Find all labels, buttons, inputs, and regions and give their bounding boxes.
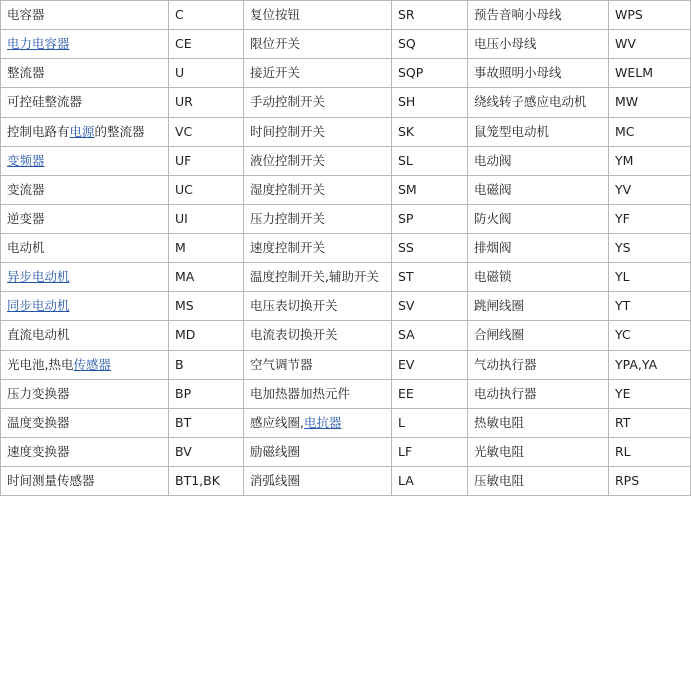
cell-name-b	[244, 204, 392, 233]
cell-name-b	[244, 292, 392, 321]
cell-name-b	[244, 146, 392, 175]
cell-name-c	[468, 321, 609, 350]
cell-text: UC	[175, 181, 193, 197]
cell-name-b	[244, 1, 392, 30]
table-row	[1, 234, 691, 263]
cell-inline-link[interactable]: 传感器	[73, 356, 111, 372]
table-row	[1, 1, 691, 30]
cell-name-c	[468, 117, 609, 146]
table-row	[1, 175, 691, 204]
cell-code-c	[609, 88, 691, 117]
cell-link[interactable]: 电力电容器	[7, 36, 70, 52]
cell-text: 整流器	[7, 65, 45, 81]
cell-code-c	[609, 1, 691, 30]
cell-text: CE	[175, 36, 192, 52]
cell-link[interactable]: 同步电动机	[7, 298, 70, 314]
cell-name-c	[468, 437, 609, 466]
cell-text: UI	[175, 210, 188, 226]
cell-text: 光敏电阻	[474, 443, 525, 459]
cell-name-a	[1, 467, 169, 496]
cell-text: U	[175, 65, 185, 81]
cell-text: YS	[615, 240, 631, 255]
cell-code-a	[169, 263, 244, 292]
cell-text: 防火阀	[474, 210, 512, 226]
cell-text: 事故照明小母线	[474, 65, 562, 81]
cell-name-c	[468, 30, 609, 59]
cell-name-a	[1, 234, 169, 263]
cell-text: 空气调节器	[250, 356, 313, 372]
cell-text: RL	[615, 443, 631, 459]
cell-name-b	[244, 379, 392, 408]
cell-name-c	[468, 175, 609, 204]
cell-code-a	[169, 30, 244, 59]
cell-text: LA	[398, 473, 414, 488]
cell-text: 排烟阀	[474, 240, 512, 255]
cell-text: MS	[175, 298, 194, 314]
cell-code-b	[392, 263, 468, 292]
cell-text: YV	[615, 181, 632, 197]
cell-code-a	[169, 437, 244, 466]
table-row	[1, 437, 691, 466]
cell-name-b	[244, 30, 392, 59]
cell-name-a	[1, 263, 169, 292]
cell-name-b	[244, 117, 392, 146]
cell-name-a	[1, 1, 169, 30]
cell-text: 合闸线圈	[474, 327, 525, 343]
cell-text: 热敏电阻	[474, 414, 525, 430]
cell-name-c	[468, 379, 609, 408]
cell-text: SQP	[398, 65, 424, 81]
table-row	[1, 59, 691, 88]
cell-code-b	[392, 1, 468, 30]
cell-code-b	[392, 59, 468, 88]
cell-code-c	[609, 117, 691, 146]
cell-text: MA	[175, 269, 195, 285]
cell-code-c	[609, 292, 691, 321]
cell-text: 电动阀	[474, 152, 512, 168]
cell-code-b	[392, 175, 468, 204]
cell-code-a	[169, 408, 244, 437]
cell-name-c	[468, 263, 609, 292]
cell-code-c	[609, 321, 691, 350]
cell-code-a	[169, 1, 244, 30]
cell-text: YPA,YA	[615, 356, 658, 372]
cell-text: WV	[615, 36, 636, 52]
cell-code-c	[609, 234, 691, 263]
cell-name-c	[468, 204, 609, 233]
cell-code-a	[169, 379, 244, 408]
cell-code-a	[169, 88, 244, 117]
table-row	[1, 408, 691, 437]
cell-code-a	[169, 146, 244, 175]
cell-text: BV	[175, 443, 192, 459]
cell-text: RT	[615, 414, 631, 430]
cell-text: 压力控制开关	[250, 210, 326, 226]
cell-text: SA	[398, 327, 415, 343]
cell-text: 液位控制开关	[250, 152, 326, 168]
cell-text: UR	[175, 94, 193, 110]
cell-code-a	[169, 204, 244, 233]
cell-text: 复位按钮	[250, 7, 301, 22]
cell-text: SK	[398, 123, 415, 139]
cell-text: YC	[615, 327, 631, 343]
cell-text: 逆变器	[7, 210, 45, 226]
cell-text: 变流器	[7, 181, 45, 197]
cell-code-a	[169, 292, 244, 321]
cell-text: 励磁线圈	[250, 443, 301, 459]
cell-code-b	[392, 437, 468, 466]
cell-text: YE	[615, 385, 631, 401]
cell-text: MC	[615, 123, 635, 139]
cell-code-c	[609, 467, 691, 496]
cell-code-a	[169, 59, 244, 88]
cell-inline-link[interactable]: 电抗器	[303, 414, 342, 430]
cell-name-b	[244, 59, 392, 88]
cell-text: EV	[398, 356, 415, 372]
cell-text: YM	[615, 152, 634, 168]
cell-name-a	[1, 292, 169, 321]
cell-code-c	[609, 59, 691, 88]
cell-name-b	[244, 88, 392, 117]
cell-text: 电动机	[7, 240, 45, 255]
cell-code-b	[392, 350, 468, 379]
cell-name-b	[244, 175, 392, 204]
cell-text: C	[175, 7, 184, 22]
cell-text: 预告音响小母线	[474, 7, 562, 22]
cell-text: 电压表切换开关	[250, 298, 338, 314]
cell-name-c	[468, 234, 609, 263]
cell-name-a	[1, 30, 169, 59]
cell-code-c	[609, 146, 691, 175]
cell-code-b	[392, 146, 468, 175]
cell-text: M	[175, 240, 186, 255]
cell-code-b	[392, 234, 468, 263]
cell-text: 电流表切换开关	[250, 327, 338, 343]
cell-text: 湿度控制开关	[250, 181, 326, 197]
cell-text: MD	[175, 327, 196, 343]
cell-text: YF	[615, 210, 630, 226]
cell-text: 速度控制开关	[250, 240, 326, 255]
cell-text: SQ	[398, 36, 416, 52]
cell-text: 电动执行器	[474, 385, 537, 401]
cell-name-b	[244, 437, 392, 466]
table-row	[1, 467, 691, 496]
cell-text: 可控硅整流器	[7, 94, 83, 110]
cell-text: BT	[175, 414, 192, 430]
cell-code-b	[392, 117, 468, 146]
cell-text: BT1,BK	[175, 473, 220, 488]
cell-text: 直流电动机	[7, 327, 70, 343]
table-row	[1, 350, 691, 379]
cell-text: 电磁阀	[474, 181, 512, 197]
cell-code-c	[609, 408, 691, 437]
cell-text: SV	[398, 298, 415, 314]
cell-code-c	[609, 350, 691, 379]
cell-text: SP	[398, 210, 414, 226]
cell-code-b	[392, 379, 468, 408]
cell-name-c	[468, 467, 609, 496]
table-row	[1, 292, 691, 321]
cell-text: 电容器	[7, 7, 45, 22]
cell-link[interactable]: 变频器	[7, 152, 45, 168]
cell-text: EE	[398, 385, 414, 401]
cell-inline-link[interactable]: 电源	[69, 123, 95, 139]
table-row	[1, 146, 691, 175]
cell-code-a	[169, 350, 244, 379]
cell-text: SR	[398, 7, 415, 22]
cell-text: ST	[398, 269, 414, 285]
cell-name-c	[468, 146, 609, 175]
cell-code-a	[169, 175, 244, 204]
cell-name-c	[468, 408, 609, 437]
cell-text: L	[398, 414, 405, 430]
cell-text: 控制电路有电源的整流器	[7, 123, 145, 139]
cell-text: MW	[615, 94, 639, 110]
cell-code-a	[169, 467, 244, 496]
cell-text: BP	[175, 385, 192, 401]
cell-code-b	[392, 204, 468, 233]
cell-code-c	[609, 204, 691, 233]
cell-text: 压敏电阻	[474, 473, 525, 488]
cell-text: UF	[175, 152, 192, 168]
cell-code-c	[609, 175, 691, 204]
table-row	[1, 30, 691, 59]
table-row	[1, 321, 691, 350]
cell-text: 时间测量传感器	[7, 473, 95, 488]
cell-text: 气动执行器	[474, 356, 537, 372]
cell-code-c	[609, 263, 691, 292]
cell-text: SH	[398, 94, 416, 110]
cell-name-b	[244, 321, 392, 350]
cell-text: 绕线转子感应电动机	[474, 94, 587, 110]
cell-text: 手动控制开关	[250, 94, 326, 110]
cell-code-b	[392, 321, 468, 350]
cell-text: LF	[398, 443, 413, 459]
cell-code-b	[392, 467, 468, 496]
cell-text: 电压小母线	[474, 36, 537, 52]
cell-text: WELM	[615, 65, 654, 81]
cell-text: VC	[175, 123, 193, 139]
cell-text: YL	[615, 269, 630, 285]
table-row	[1, 88, 691, 117]
cell-code-b	[392, 292, 468, 321]
cell-name-b	[244, 467, 392, 496]
cell-name-a	[1, 350, 169, 379]
cell-text: WPS	[615, 7, 643, 22]
cell-text: SM	[398, 181, 417, 197]
cell-name-c	[468, 59, 609, 88]
cell-link[interactable]: 异步电动机	[7, 269, 70, 285]
cell-code-b	[392, 408, 468, 437]
cell-name-a	[1, 59, 169, 88]
cell-code-a	[169, 321, 244, 350]
cell-code-a	[169, 234, 244, 263]
cell-text: 速度变换器	[7, 443, 70, 459]
cell-code-a	[169, 117, 244, 146]
cell-code-c	[609, 30, 691, 59]
cell-name-a	[1, 204, 169, 233]
cell-text: 电磁锁	[474, 269, 512, 285]
cell-text: SL	[398, 152, 413, 168]
cell-code-b	[392, 88, 468, 117]
cell-name-b	[244, 408, 392, 437]
cell-text: 消弧线圈	[250, 473, 301, 488]
cell-text: 光电池,热电传感器	[7, 356, 111, 372]
cell-name-a	[1, 146, 169, 175]
cell-text: 鼠笼型电动机	[474, 123, 550, 139]
cell-name-a	[1, 175, 169, 204]
cell-text: 接近开关	[250, 65, 301, 81]
cell-text: 限位开关	[250, 36, 301, 52]
table-row	[1, 379, 691, 408]
cell-name-a	[1, 379, 169, 408]
table-body	[1, 1, 691, 496]
table-row	[1, 263, 691, 292]
cell-text: RPS	[615, 473, 640, 488]
cell-name-b	[244, 234, 392, 263]
cell-text: 跳闸线圈	[474, 298, 525, 314]
cell-name-b	[244, 263, 392, 292]
cell-text: 温度变换器	[7, 414, 70, 430]
cell-name-b	[244, 350, 392, 379]
cell-name-c	[468, 350, 609, 379]
cell-text: YT	[615, 298, 631, 314]
cell-text: B	[175, 356, 184, 372]
cell-text: 感应线圈,电抗器	[250, 414, 342, 430]
cell-name-a	[1, 321, 169, 350]
cell-text: 温度控制开关,辅助开关	[250, 269, 379, 285]
cell-name-c	[468, 292, 609, 321]
cell-code-c	[609, 379, 691, 408]
cell-name-a	[1, 117, 169, 146]
cell-code-b	[392, 30, 468, 59]
table-row	[1, 204, 691, 233]
cell-name-a	[1, 437, 169, 466]
cell-text: SS	[398, 240, 414, 255]
cell-text: 电加热器加热元件	[250, 385, 351, 401]
table-row	[1, 117, 691, 146]
cell-name-a	[1, 88, 169, 117]
cell-name-a	[1, 408, 169, 437]
cell-text: 时间控制开关	[250, 123, 326, 139]
cell-code-c	[609, 437, 691, 466]
cell-text: 压力变换器	[7, 385, 70, 401]
cell-name-c	[468, 1, 609, 30]
cell-name-c	[468, 88, 609, 117]
